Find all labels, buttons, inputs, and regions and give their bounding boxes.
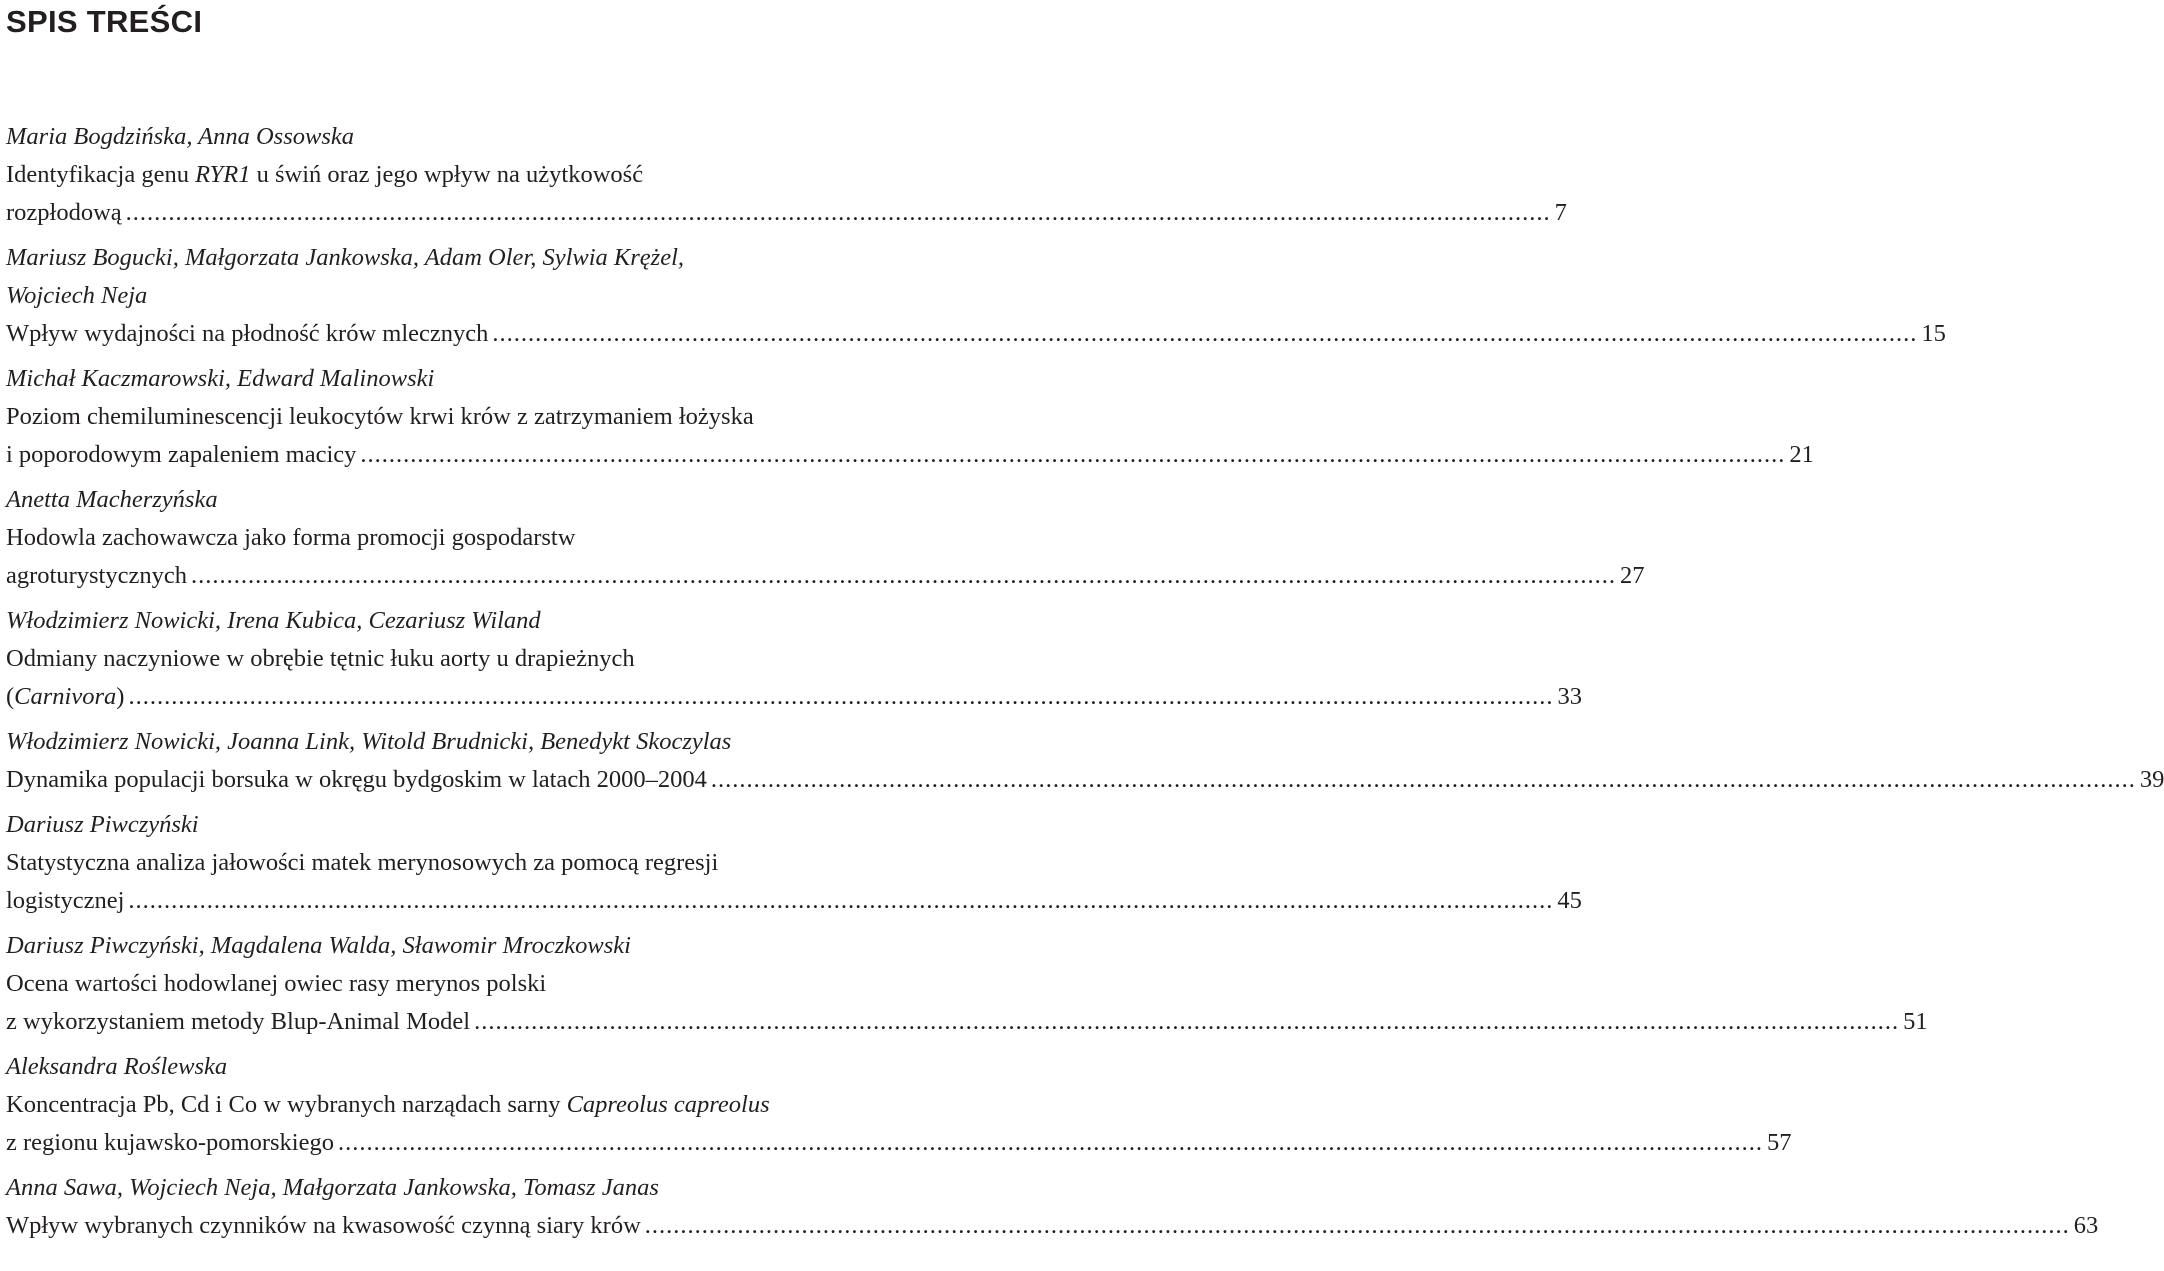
entry-authors: Anetta Macherzyńska: [6, 486, 218, 513]
dot-leader: ........................................................................................................................................................................................................: [128, 887, 1554, 914]
entry-title-last-line: [6, 436, 1814, 474]
entry-authors: Włodzimierz Nowicki, Irena Kubica, Cezariusz Wiland: [6, 607, 541, 634]
entry-authors: Dariusz Piwczyński: [6, 811, 199, 838]
page-number: 27: [1619, 562, 1645, 589]
entry-title-last-line: [6, 678, 1582, 716]
entry-title-text: Dynamika populacji borsuka w okręgu bydgoskim w latach 2000–2004: [6, 766, 707, 793]
entry-title-last-line: [6, 1003, 1928, 1041]
entry-title-text: Wpływ wydajności na płodność krów mlecznych: [6, 320, 489, 347]
entry-authors: Mariusz Bogucki, Małgorzata Jankowska, Adam Oler, Sylwia Krężel,: [6, 244, 685, 271]
entry-title-line: Statystyczna analiza jałowości matek merynosowych za pomocą regresji: [6, 849, 719, 876]
entry-title-last-line: [6, 761, 2164, 799]
entry-authors-continued: Wojciech Neja: [6, 282, 148, 309]
entry-authors: Aleksandra Roślewska: [6, 1053, 228, 1080]
toc-entry[interactable]: [6, 239, 1946, 353]
page-number: 15: [1921, 320, 1946, 347]
toc-entry[interactable]: [6, 723, 2164, 799]
page-number: 7: [1554, 199, 1567, 226]
page-number: 51: [1903, 1008, 1928, 1035]
dot-leader: ........................................................................................................................................................................................................: [492, 320, 1918, 347]
dot-leader: ........................................................................................................................................................................................................: [190, 562, 1616, 589]
table-of-contents: [6, 118, 2164, 1252]
entry-title-text: rozpłodową: [6, 199, 122, 226]
entry-title-text: agroturystycznych: [6, 562, 187, 589]
toc-heading: SPIS TREŚCI: [6, 4, 203, 39]
page-number: 45: [1557, 887, 1582, 914]
entry-title-line: Identyfikacja genu RYR1 u świń oraz jego wpływ na użytkowość: [6, 161, 644, 188]
page-number: 57: [1766, 1129, 1792, 1156]
toc-entry[interactable]: [6, 1169, 2099, 1245]
entry-title-last-line: [6, 315, 1946, 353]
dot-leader: ........................................................................................................................................................................................................: [360, 441, 1786, 468]
toc-entry[interactable]: [6, 602, 1582, 716]
entry-authors: Anna Sawa, Wojciech Neja, Małgorzata Jankowska, Tomasz Janas: [6, 1174, 659, 1201]
entry-authors: Dariusz Piwczyński, Magdalena Walda, Sławomir Mroczkowski: [6, 932, 631, 959]
entry-title-last-line: [6, 882, 1582, 920]
entry-title-line: Odmiany naczyniowe w obrębie tętnic łuku aorty u drapieżnych: [6, 645, 635, 672]
entry-title-line: Koncentracja Pb, Cd i Co w wybranych narządach sarny Capreolus capreolus: [6, 1091, 770, 1118]
entry-title-last-line: [6, 194, 1567, 232]
italic-term: Carnivora: [14, 683, 117, 710]
entry-title-last-line: [6, 557, 1645, 595]
entry-title-last-line: [6, 1124, 1792, 1162]
toc-entry[interactable]: [6, 360, 1814, 474]
entry-title-line: Poziom chemiluminescencji leukocytów krwi krów z zatrzymaniem łożyska: [6, 403, 754, 430]
entry-title-text: i poporodowym zapaleniem macicy: [6, 441, 357, 468]
page-number: 21: [1789, 441, 1814, 468]
entry-title-text: logistycznej: [6, 887, 125, 914]
dot-leader: ........................................................................................................................................................................................................: [474, 1008, 1900, 1035]
toc-entry[interactable]: [6, 1048, 1792, 1162]
page-number: 33: [1557, 683, 1582, 710]
toc-entry[interactable]: [6, 927, 1928, 1041]
dot-leader: ........................................................................................................................................................................................................: [644, 1212, 2070, 1239]
entry-title-text: z regionu kujawsko-pomorskiego: [6, 1129, 334, 1156]
italic-term: RYR1: [195, 161, 251, 188]
entry-authors: Michał Kaczmarowski, Edward Malinowski: [6, 365, 435, 392]
dot-leader: ........................................................................................................................................................................................................: [125, 199, 1551, 226]
entry-authors: Maria Bogdzińska, Anna Ossowska: [6, 123, 355, 150]
dot-leader: ........................................................................................................................................................................................................: [337, 1129, 1763, 1156]
page-number: 63: [2073, 1212, 2099, 1239]
entry-title-line: Hodowla zachowawcza jako forma promocji gospodarstw: [6, 524, 576, 551]
dot-leader: ........................................................................................................................................................................................................: [128, 683, 1554, 710]
dot-leader: ........................................................................................................................................................................................................: [710, 766, 2136, 793]
page-number: 39: [2139, 766, 2164, 793]
entry-title-line: Ocena wartości hodowlanej owiec rasy merynos polski: [6, 970, 547, 997]
entry-title-last-line: [6, 1207, 2099, 1245]
entry-title-text: Wpływ wybranych czynników na kwasowość czynną siary krów: [6, 1212, 641, 1239]
toc-entry[interactable]: [6, 806, 1582, 920]
entry-authors: Włodzimierz Nowicki, Joanna Link, Witold Brudnicki, Benedykt Skoczylas: [6, 728, 732, 755]
toc-entry[interactable]: [6, 118, 1567, 232]
toc-entry[interactable]: [6, 481, 1645, 595]
entry-title-text: (Carnivora): [6, 683, 125, 710]
italic-term: Capreolus capreolus: [566, 1091, 770, 1118]
entry-title-text: z wykorzystaniem metody Blup-Animal Model: [6, 1008, 471, 1035]
